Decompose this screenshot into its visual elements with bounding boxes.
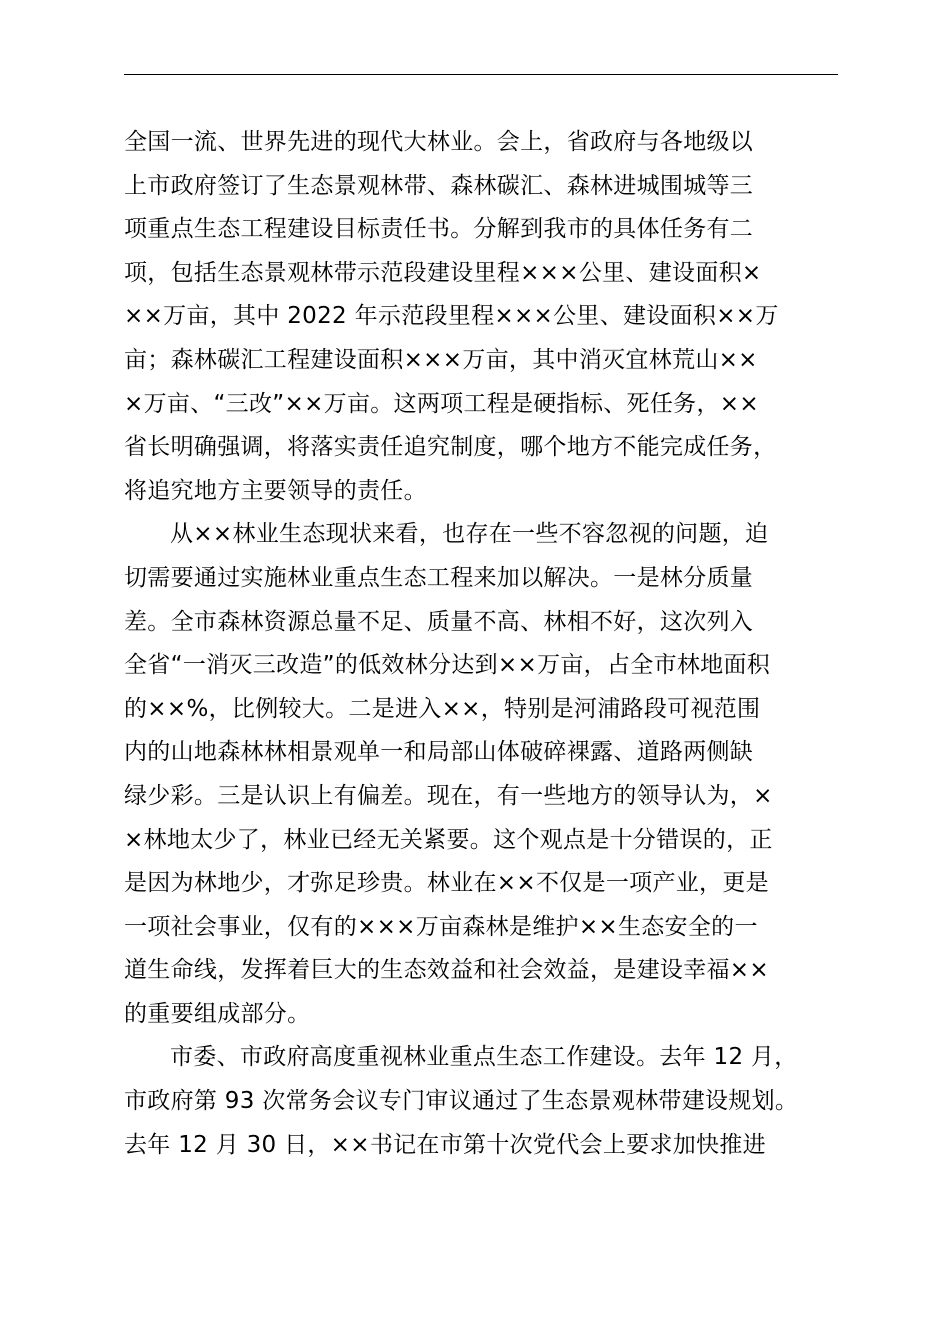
text-line: 项重点生态工程建设目标责任书。分解到我市的具体任务有二: [124, 216, 754, 243]
text-line: 的重要组成部分。: [124, 1000, 311, 1027]
text-line: ×林地太少了，林业已经无关紧要。这个观点是十分错误的，正: [124, 826, 773, 853]
header-rule: [124, 74, 838, 75]
text-line: 内的山地森林林相景观单一和局部山体破碎裸露、道路两侧缺: [124, 739, 754, 766]
text-line: 项，包括生态景观林带示范段建设里程×××公里、建设面积×: [124, 259, 762, 286]
paragraph-3: [124, 1036, 838, 1167]
text-line: 绿少彩。三是认识上有偏差。现在，有一些地方的领导认为，×: [124, 782, 773, 809]
text-line: 全省“一消灭三改造”的低效林分达到××万亩，占全市林地面积: [124, 652, 771, 679]
text-line: ×万亩、“三改”××万亩。这两项工程是硬指标、死任务，××: [124, 390, 759, 417]
text-line: 从××林业生态现状来看，也存在一些不容忽视的问题，迫: [170, 521, 769, 548]
text-line: 亩；森林碳汇工程建设面积×××万亩，其中消灭宜林荒山××: [124, 346, 758, 373]
text-line: 市委、市政府高度重视林业重点生态工作建设。去年 12 月，: [170, 1044, 798, 1071]
text-line: 上市政府签订了生态景观林带、森林碳汇、森林进城围城等三: [124, 172, 754, 199]
paragraph-2: [124, 513, 838, 1036]
text-line: 一项社会事业，仅有的×××万亩森林是维护××生态安全的一: [124, 913, 758, 940]
text-line: 全国一流、世界先进的现代大林业。会上，省政府与各地级以: [124, 129, 754, 155]
text-line: 省长明确强调，将落实责任追究制度，哪个地方不能完成任务，: [124, 434, 777, 461]
text-line: 将追究地方主要领导的责任。: [124, 477, 427, 504]
text-line: 是因为林地少，才弥足珍贵。林业在××不仅是一项产业，更是: [124, 870, 769, 897]
text-line: 去年 12 月 30 日，××书记在市第十次党代会上要求加快推进: [124, 1131, 766, 1158]
text-line: ××万亩，其中 2022 年示范段里程×××公里、建设面积××万: [124, 303, 779, 330]
document-body: [124, 121, 838, 1167]
text-line: 切需要通过实施林业重点生态工程来加以解决。一是林分质量: [124, 564, 754, 591]
paragraph-1: [124, 121, 838, 513]
text-line: 的××%，比例较大。二是进入××，特别是河浦路段可视范围: [124, 695, 761, 722]
text-line: 市政府第 93 次常务会议专门审议通过了生态景观林带建设规划。: [124, 1088, 799, 1115]
text-line: 差。全市森林资源总量不足、质量不高、林相不好，这次列入: [124, 608, 754, 635]
text-line: 道生命线，发挥着巨大的生态效益和社会效益，是建设幸福××: [124, 957, 769, 984]
